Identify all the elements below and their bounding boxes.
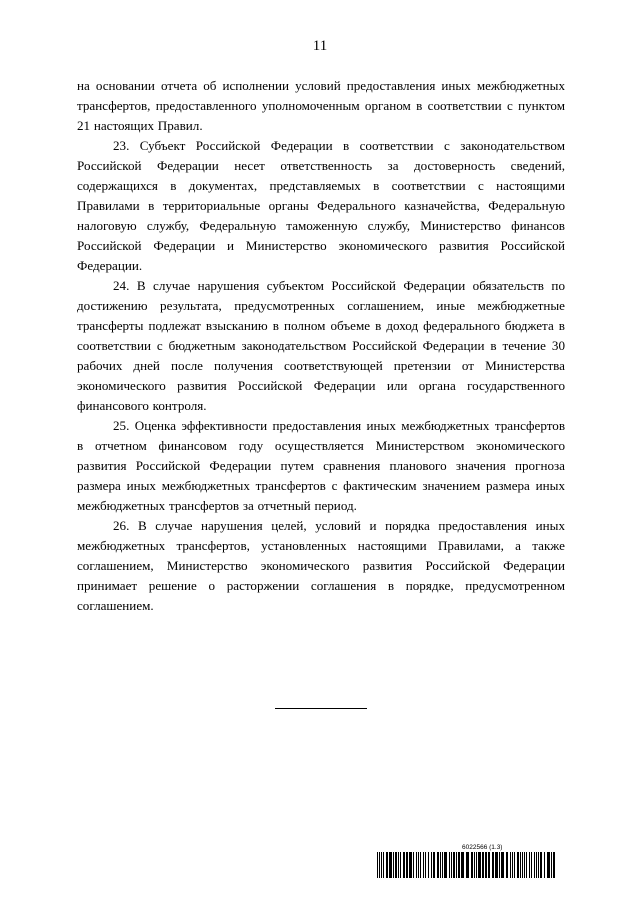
page-number: 11 [312, 38, 328, 54]
paragraph-25: 25. Оценка эффективности предоставления иных межбюджетных трансфертов в отчетном финансовом году осуществляется Министерством экономического развития Российской Федерации путем сравнения планового значения прогноза размера иных межбюджетных трансфертов с фактическим значением размера иных межбюджетных трансфертов за отчетный период. [77, 418, 565, 513]
barcode-icon [377, 852, 555, 878]
end-divider [275, 708, 367, 709]
paragraph-23: 23. Субъект Российской Федерации в соответствии с законодательством Российской Федерации несет ответственность за достоверность сведений, содержащихся в документах, представляемых в соответствии с настоящими Правилами в территориальные органы Федерального казначейства, Федеральную налоговую службу, Федеральную таможенную службу, Министерство финансов Российской Федерации и Министерство экономического развития Российской Федерации. [77, 138, 565, 273]
paragraph-26: 26. В случае нарушения целей, условий и порядка предоставления иных межбюджетных трансфертов, установленных настоящими Правилами, а также соглашением, Министерство экономического развития Российской Федерации принимает решение о расторжении соглашения в порядке, предусмотренном соглашением. [77, 518, 565, 613]
paragraph-continuation: на основании отчета об исполнении условий предоставления иных межбюджетных трансфертов, предоставленного уполномоченным органом в соответствии с пунктом 21 настоящих Правил. [77, 78, 565, 133]
document-body [77, 76, 565, 616]
barcode-label: 6022566 (1.3) [462, 844, 503, 851]
paragraph-24: 24. В случае нарушения субъектом Российской Федерации обязательств по достижению результата, предусмотренных соглашением, иные межбюджетные трансферты подлежат взысканию в полном объеме в доход федерального бюджета в соответствии с бюджетным законодательством Российской Федерации в течение 30 рабочих дней после получения соответствующей претензии от Министерства экономического развития Российской Федерации или органа государственного финансового контроля. [77, 278, 565, 413]
